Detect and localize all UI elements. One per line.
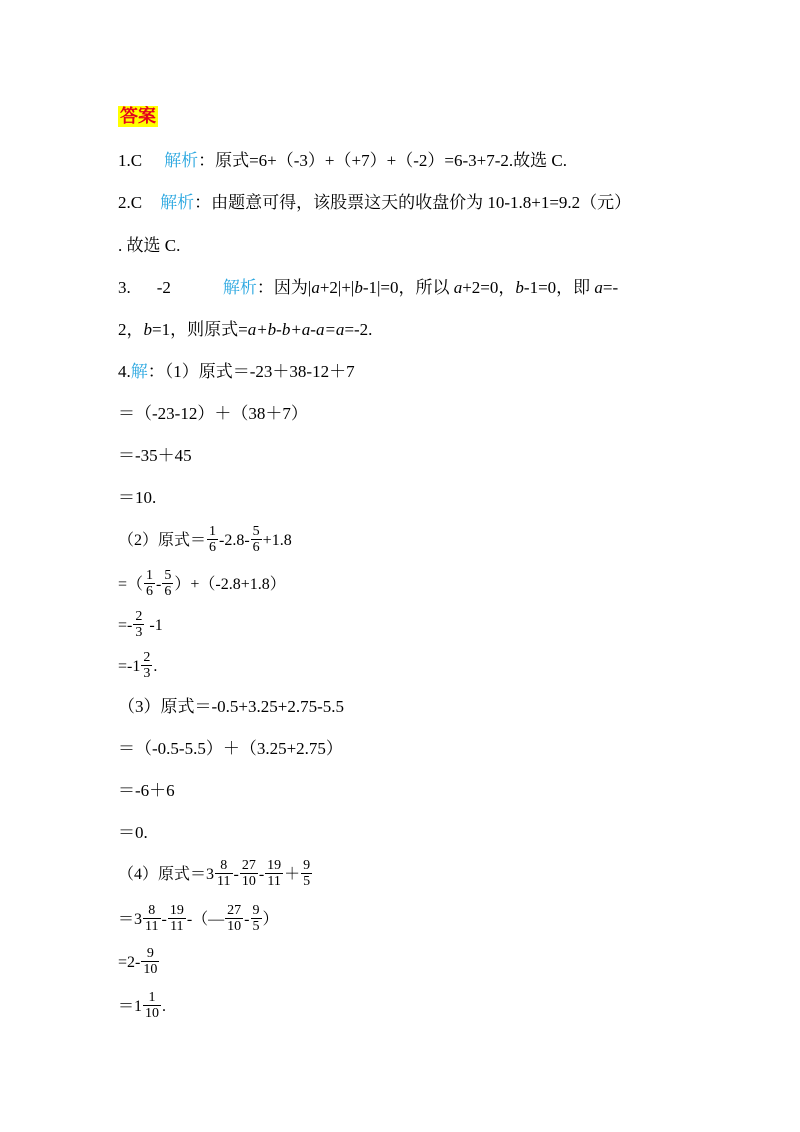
- q4-p3-step-3: ＝-6＋6: [118, 781, 175, 800]
- q4-p3-step-1: （3）原式＝-0.5+3.25+2.75-5.5: [118, 697, 344, 716]
- fraction: [143, 903, 160, 934]
- q4-p1-step-2: ＝（-23-12）＋（38＋7）: [118, 404, 308, 423]
- denominator: 6: [146, 584, 154, 599]
- q4-p2-l2-post: ）+（-2.8+1.8）: [174, 576, 286, 594]
- q4-p1-line-1: ：（1）原式＝-23＋38-12＋7: [147, 362, 355, 381]
- q4-p4-l4-post: .: [162, 998, 167, 1016]
- q3-line-2: [118, 319, 372, 341]
- operator: -（—: [186, 911, 225, 929]
- q3-text-6: =-: [602, 278, 619, 297]
- q4-p3-line-3: [118, 780, 175, 802]
- numerator: 19: [169, 903, 184, 918]
- q1-line: [118, 150, 567, 172]
- q3-line2-text-3: =-2.: [344, 320, 373, 339]
- operator: -: [233, 866, 239, 884]
- q1-number: 1.C: [118, 151, 143, 170]
- denominator: 6: [164, 584, 172, 599]
- var-a: a: [453, 278, 463, 297]
- q4-p2-l4-post: .: [153, 658, 158, 676]
- q3-number: 3.: [118, 278, 131, 297]
- fraction: [133, 609, 144, 640]
- q4-p1-step-3: ＝-35＋45: [118, 446, 192, 465]
- q4-p2-l4-pre: =-1: [118, 658, 141, 676]
- fraction: [215, 858, 232, 889]
- numerator: 27: [227, 903, 242, 918]
- operator: -: [258, 866, 265, 884]
- operator: -: [161, 911, 167, 929]
- numerator: 8: [215, 858, 232, 874]
- q2-line: [118, 192, 631, 214]
- numerator: 27: [241, 858, 256, 873]
- q4-p1-line-2: [118, 403, 308, 425]
- q2-line-2: [118, 235, 180, 257]
- denominator: 11: [217, 874, 231, 889]
- q3-answer: -2: [156, 278, 171, 297]
- q2-number: 2.C: [118, 193, 143, 212]
- numerator: 1: [146, 568, 154, 583]
- q2-analysis-label: 解析: [160, 193, 195, 212]
- numerator: 5: [164, 568, 172, 583]
- numerator: 9: [303, 858, 311, 873]
- fraction: [225, 903, 243, 934]
- q3-text-4: +2=0，: [462, 278, 516, 297]
- q1-text: ：原式=6+（-3）+（+7）+（-2）=6-3+7-2.故选 C.: [198, 151, 567, 170]
- q4-p2-l1-post: +1.8: [262, 532, 292, 550]
- q4-p2-l1-pre: （2）原式＝: [118, 532, 207, 550]
- q4-p2-line-3: [118, 611, 163, 642]
- numerator: 2: [143, 650, 151, 665]
- fraction: [251, 903, 262, 934]
- q4-p2-l3-pre: =-: [118, 617, 133, 635]
- numerator: 8: [143, 903, 160, 919]
- operator: ＋: [284, 866, 301, 884]
- numerator: 19: [267, 858, 282, 873]
- q4-p3-line-2: [118, 738, 343, 760]
- q4-p4-line-3: [118, 948, 160, 979]
- denominator: 3: [143, 666, 151, 681]
- q4-p4-line-2: [118, 905, 279, 936]
- fraction: [207, 524, 218, 555]
- q3-line2-text-2: =1，则原式=: [152, 320, 248, 339]
- numerator: 1: [209, 524, 217, 539]
- q3-analysis-label: 解析: [222, 278, 257, 297]
- q4-p2-line-4: [118, 652, 157, 683]
- q4-p2-l2-pre: =（: [118, 576, 144, 594]
- fraction: [251, 524, 262, 555]
- q4-p4-l1-pre: （4）原式＝3: [118, 866, 215, 884]
- answer-title: 答案: [120, 106, 156, 127]
- q4-p2-l1-mid: -2.8-: [219, 532, 250, 550]
- q3-text-3: -1|=0，所以: [362, 278, 454, 297]
- var-b: b: [143, 320, 152, 339]
- q4-p1-line-3: [118, 445, 192, 467]
- denominator: 10: [145, 1006, 160, 1021]
- q3-text-2: +2|+|: [319, 278, 355, 297]
- q3-expression: a+b-b+a-a=a: [247, 320, 345, 339]
- q4-p1-line-4: [118, 487, 156, 509]
- numerator: 1: [143, 990, 161, 1006]
- q3-line2-text-1: 2，: [118, 320, 144, 339]
- denominator: 3: [135, 625, 143, 640]
- denominator: 11: [145, 919, 159, 934]
- answer-heading-line: [118, 106, 158, 128]
- q3-line: [118, 277, 618, 299]
- fraction: [301, 858, 312, 889]
- q4-number: 4.: [118, 362, 131, 381]
- q2-text: ：由题意可得，该股票这天的收盘价为 10-1.8+1=9.2（元）: [194, 193, 632, 212]
- q4-p3-step-4: ＝0.: [118, 823, 148, 842]
- var-b: b: [515, 278, 524, 297]
- numerator: 2: [135, 609, 143, 624]
- operator: -: [244, 911, 250, 929]
- var-a: a: [311, 278, 320, 297]
- numerator: 9: [141, 946, 159, 962]
- q4-p2-line-2: [118, 570, 286, 601]
- q4-p3-line-4: [118, 822, 148, 844]
- q4-solution-label: 解: [130, 362, 148, 381]
- q3-text-1: ：因为|: [256, 278, 312, 297]
- fraction: [144, 568, 155, 599]
- q4-p2-l3-post: -1: [145, 617, 163, 635]
- q4-p2-l2-mid: -: [156, 576, 162, 594]
- denominator: 11: [267, 874, 281, 889]
- denominator: 6: [209, 540, 217, 555]
- q4-p2-line-1: [118, 526, 292, 557]
- q4-p4-l4-pre: ＝1: [118, 998, 143, 1016]
- q3-text-5: -1=0，即: [523, 278, 595, 297]
- q4-p4-l2-post: ）: [262, 911, 279, 929]
- denominator: 5: [252, 919, 260, 934]
- q4-p4-l2-pre: ＝3: [118, 911, 143, 929]
- q4-p3-line-1: [118, 696, 344, 718]
- q4-line-1: [118, 361, 355, 383]
- q4-p4-l3-pre: =2-: [118, 954, 141, 972]
- numerator: 5: [252, 524, 260, 539]
- fraction: [143, 990, 161, 1021]
- q4-p3-step-2: ＝（-0.5-5.5）＋（3.25+2.75）: [118, 739, 343, 758]
- fraction: [240, 858, 258, 889]
- numerator: 9: [252, 903, 260, 918]
- denominator: 10: [241, 874, 256, 889]
- fraction: [162, 568, 173, 599]
- fraction: [141, 650, 152, 681]
- var-b: b: [354, 278, 363, 297]
- q4-p1-step-4: ＝10.: [118, 488, 157, 507]
- q4-p4-line-1: [118, 860, 313, 891]
- var-a: a: [594, 278, 603, 297]
- denominator: 6: [252, 540, 260, 555]
- fraction: [168, 903, 186, 934]
- denominator: 10: [227, 919, 242, 934]
- denominator: 11: [170, 919, 184, 934]
- fraction: [141, 946, 159, 977]
- q1-analysis-label: 解析: [164, 151, 199, 170]
- denominator: 5: [303, 874, 311, 889]
- fraction: [265, 858, 283, 889]
- denominator: 10: [143, 962, 158, 977]
- q4-p4-line-4: [118, 992, 166, 1023]
- q2-continuation: . 故选 C.: [118, 236, 181, 255]
